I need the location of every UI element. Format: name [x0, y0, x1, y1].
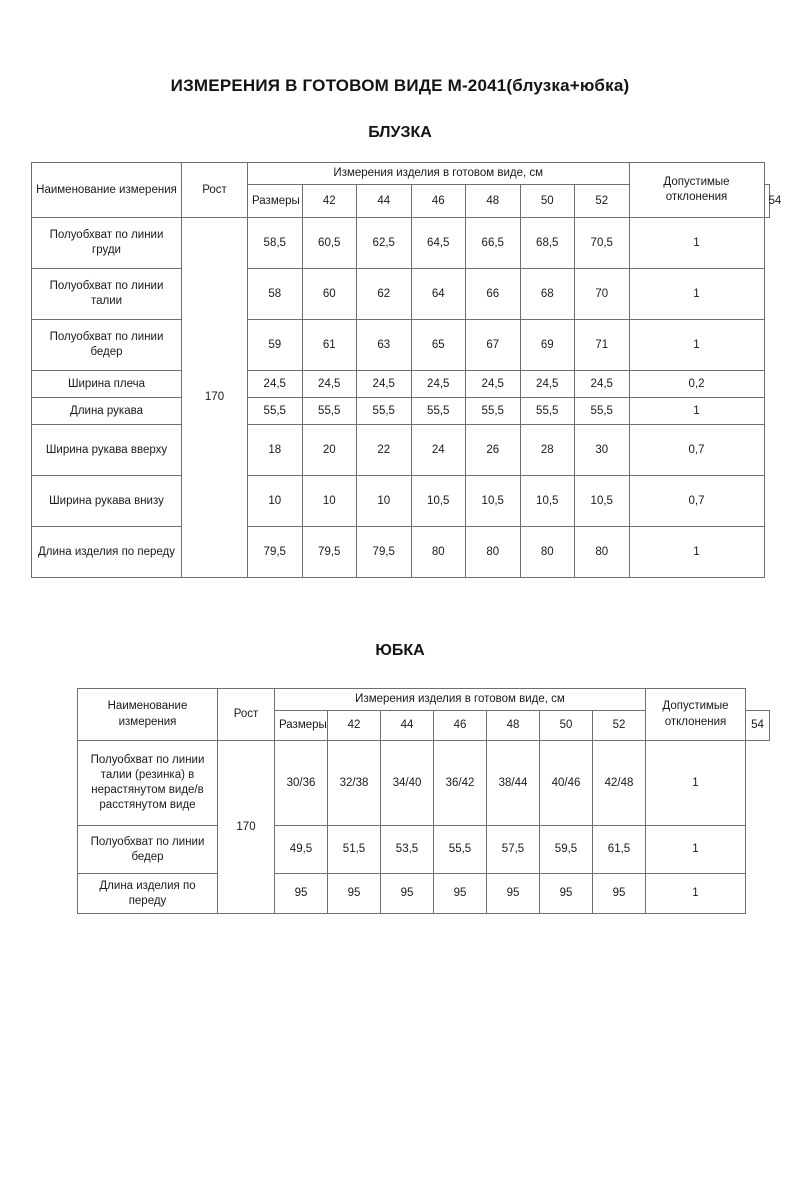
- tolerance-value: 1: [646, 826, 746, 874]
- measurement-value: 58: [248, 269, 303, 320]
- measurement-value: 95: [434, 874, 487, 914]
- table-header-row: [32, 163, 770, 185]
- measurement-value: 26: [466, 425, 521, 476]
- measurement-value: 38/44: [487, 741, 540, 826]
- measurement-value: 24,5: [248, 371, 303, 398]
- measurement-value: 60,5: [302, 218, 357, 269]
- measurement-value: 60: [302, 269, 357, 320]
- measurement-value: 34/40: [381, 741, 434, 826]
- measurement-value: 55,5: [357, 398, 412, 425]
- measurement-value: 64,5: [411, 218, 466, 269]
- measurement-value: 95: [381, 874, 434, 914]
- measurement-value: 24,5: [302, 371, 357, 398]
- measurement-value: 10: [357, 476, 412, 527]
- table-row: [32, 476, 770, 527]
- measurement-name: Ширина рукава внизу: [32, 476, 182, 527]
- header-tolerance: Допустимые отклонения: [646, 689, 746, 741]
- measurement-value: 63: [357, 320, 412, 371]
- measurement-value: 95: [487, 874, 540, 914]
- measurement-value: 59,5: [540, 826, 593, 874]
- size-header-44: 44: [381, 711, 434, 741]
- measurement-value: 64: [411, 269, 466, 320]
- measurement-name: Полуобхват по линии бедер: [78, 826, 218, 874]
- measurement-name: Полуобхват по линии груди: [32, 218, 182, 269]
- table-row: [78, 826, 770, 874]
- height-value: 170: [218, 741, 275, 914]
- tolerance-value: 1: [629, 269, 764, 320]
- measurement-value: 55,5: [520, 398, 575, 425]
- tolerance-value: 1: [629, 398, 764, 425]
- size-header-48: 48: [487, 711, 540, 741]
- measurement-value: 10,5: [520, 476, 575, 527]
- measurement-value: 10: [302, 476, 357, 527]
- header-tolerance: Допустимые отклонения: [629, 163, 764, 218]
- size-header-48: 48: [466, 185, 521, 218]
- table-row: [78, 741, 770, 826]
- tolerance-value: 0,7: [629, 425, 764, 476]
- measurement-value: 58,5: [248, 218, 303, 269]
- measurement-value: 55,5: [411, 398, 466, 425]
- blouse-measurements-table: [31, 162, 782, 578]
- size-header-42: 42: [302, 185, 357, 218]
- measurement-value: 10,5: [466, 476, 521, 527]
- size-header-52: 52: [593, 711, 646, 741]
- tolerance-value: 1: [629, 218, 764, 269]
- measurement-value: 66: [466, 269, 521, 320]
- measurement-value: 24,5: [520, 371, 575, 398]
- tolerance-value: 1: [629, 527, 764, 578]
- header-measurement-name: Наименование измерения: [32, 163, 182, 218]
- measurement-name: Ширина плеча: [32, 371, 182, 398]
- measurement-name: Длина рукава: [32, 398, 182, 425]
- measurement-name: Длина изделия по переду: [32, 527, 182, 578]
- measurement-value: 51,5: [328, 826, 381, 874]
- measurement-value: 55,5: [466, 398, 521, 425]
- header-height: Рост: [182, 163, 248, 218]
- skirt-title-container: [0, 642, 800, 660]
- table-row: [32, 269, 770, 320]
- measurement-value: 79,5: [248, 527, 303, 578]
- measurement-value: 61,5: [593, 826, 646, 874]
- sizes-label: Размеры: [248, 185, 303, 218]
- skirt-table-container: [77, 688, 770, 914]
- measurement-value: 95: [540, 874, 593, 914]
- measurement-name: Полуобхват по линии талии: [32, 269, 182, 320]
- measurement-value: 24,5: [357, 371, 412, 398]
- page-title: ИЗМЕРЕНИЯ В ГОТОВОМ ВИДЕ М-2041(блузка+юбка): [170, 76, 630, 95]
- measurement-value: 55,5: [248, 398, 303, 425]
- header-measurements-ready: Измерения изделия в готовом виде, см: [275, 689, 646, 711]
- measurement-value: 70: [575, 269, 630, 320]
- measurement-value: 95: [328, 874, 381, 914]
- measurement-value: 24,5: [466, 371, 521, 398]
- measurement-value: 95: [593, 874, 646, 914]
- measurement-value: 55,5: [434, 826, 487, 874]
- section-title-blouse: БЛУЗКА: [368, 124, 432, 141]
- measurement-value: 71: [575, 320, 630, 371]
- measurement-value: 70,5: [575, 218, 630, 269]
- measurement-value: 67: [466, 320, 521, 371]
- table-row: [32, 320, 770, 371]
- table-row: [78, 874, 770, 914]
- measurement-value: 59: [248, 320, 303, 371]
- tolerance-value: 1: [629, 320, 764, 371]
- table-header-row: [78, 689, 770, 711]
- measurement-value: 69: [520, 320, 575, 371]
- measurement-value: 80: [466, 527, 521, 578]
- measurement-value: 68: [520, 269, 575, 320]
- measurement-value: 95: [275, 874, 328, 914]
- blouse-table-container: [31, 162, 782, 578]
- measurement-value: 30: [575, 425, 630, 476]
- measurement-value: 66,5: [466, 218, 521, 269]
- height-value: 170: [182, 218, 248, 578]
- measurement-value: 80: [520, 527, 575, 578]
- measurement-value: 32/38: [328, 741, 381, 826]
- size-header-54: 54: [764, 185, 770, 218]
- measurement-value: 42/48: [593, 741, 646, 826]
- measurement-value: 57,5: [487, 826, 540, 874]
- measurement-value: 10: [248, 476, 303, 527]
- measurement-value: 28: [520, 425, 575, 476]
- measurement-value: 18: [248, 425, 303, 476]
- table-row: [32, 371, 770, 398]
- header-measurement-name: Наименование измерения: [78, 689, 218, 741]
- measurement-value: 24,5: [411, 371, 466, 398]
- table-row: [32, 527, 770, 578]
- measurement-value: 61: [302, 320, 357, 371]
- measurement-value: 22: [357, 425, 412, 476]
- measurement-value: 55,5: [302, 398, 357, 425]
- measurement-value: 30/36: [275, 741, 328, 826]
- measurement-value: 68,5: [520, 218, 575, 269]
- table-row: [32, 425, 770, 476]
- size-header-52: 52: [575, 185, 630, 218]
- section-title-skirt: ЮБКА: [375, 642, 425, 659]
- tolerance-value: 1: [646, 874, 746, 914]
- measurement-value: 10,5: [575, 476, 630, 527]
- measurement-value: 49,5: [275, 826, 328, 874]
- measurement-value: 62,5: [357, 218, 412, 269]
- measurement-name: Полуобхват по линии талии (резинка) в нерастянутом виде/в расстянутом виде: [78, 741, 218, 826]
- measurement-value: 20: [302, 425, 357, 476]
- size-header-42: 42: [328, 711, 381, 741]
- measurement-value: 24,5: [575, 371, 630, 398]
- sizes-label: Размеры: [275, 711, 328, 741]
- measurement-name: Длина изделия по переду: [78, 874, 218, 914]
- header-height: Рост: [218, 689, 275, 741]
- measurement-value: 79,5: [302, 527, 357, 578]
- measurement-value: 40/46: [540, 741, 593, 826]
- size-header-44: 44: [357, 185, 412, 218]
- size-header-46: 46: [411, 185, 466, 218]
- measurement-value: 80: [575, 527, 630, 578]
- measurement-value: 10,5: [411, 476, 466, 527]
- size-header-46: 46: [434, 711, 487, 741]
- measurement-value: 80: [411, 527, 466, 578]
- measurement-value: 53,5: [381, 826, 434, 874]
- measurement-value: 62: [357, 269, 412, 320]
- measurement-value: 36/42: [434, 741, 487, 826]
- table-row: [32, 218, 770, 269]
- measurement-name: Ширина рукава вверху: [32, 425, 182, 476]
- measurement-value: 24: [411, 425, 466, 476]
- tolerance-value: 1: [646, 741, 746, 826]
- measurement-name: Полуобхват по линии бедер: [32, 320, 182, 371]
- measurement-value: 65: [411, 320, 466, 371]
- size-header-50: 50: [520, 185, 575, 218]
- size-header-50: 50: [540, 711, 593, 741]
- size-header-54: 54: [746, 711, 770, 741]
- measurement-value: 55,5: [575, 398, 630, 425]
- table-row: [32, 398, 770, 425]
- header-measurements-ready: Измерения изделия в готовом виде, см: [248, 163, 630, 185]
- tolerance-value: 0,7: [629, 476, 764, 527]
- skirt-measurements-table: [77, 688, 770, 914]
- measurement-value: 79,5: [357, 527, 412, 578]
- tolerance-value: 0,2: [629, 371, 764, 398]
